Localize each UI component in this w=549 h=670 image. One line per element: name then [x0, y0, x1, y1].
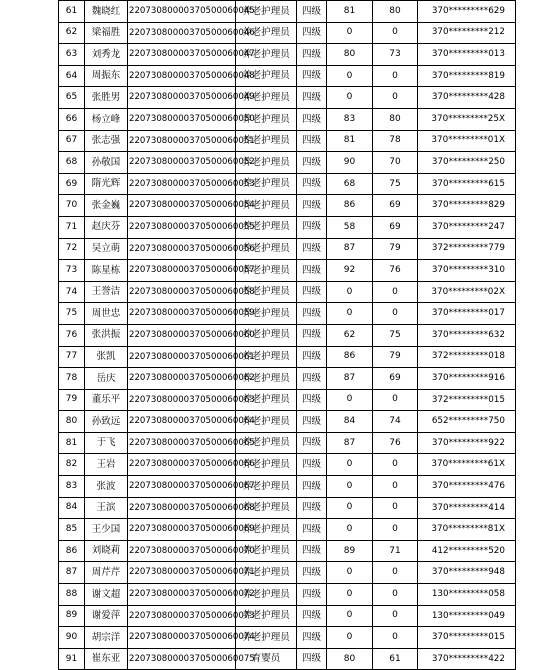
id-number-cell: 372*********018 [418, 346, 516, 368]
skill-score-cell: 79 [373, 346, 418, 368]
certificate-number-cell: 22073080000370500060063 [128, 389, 236, 411]
theory-score-cell: 86 [327, 346, 373, 368]
occupation-cell: 养老护理员 [236, 411, 297, 433]
table-row [59, 432, 516, 454]
name-cell: 王岩 [85, 454, 128, 476]
certificate-number-cell: 22073080000370500060067 [128, 476, 236, 498]
theory-score-cell: 58 [327, 216, 373, 238]
row-number-cell: 91 [59, 648, 85, 670]
certificate-number-cell: 22073080000370500060051 [128, 130, 236, 152]
id-number-cell: 412*********520 [418, 540, 516, 562]
table-row [59, 195, 516, 217]
table-row [59, 627, 516, 649]
id-number-cell: 372*********015 [418, 389, 516, 411]
table-row [59, 346, 516, 368]
row-number-cell: 75 [59, 303, 85, 325]
certificate-number-cell: 22073080000370500060046 [128, 22, 236, 44]
table-row [59, 368, 516, 390]
id-number-cell: 370*********01X [418, 130, 516, 152]
row-number-cell: 66 [59, 108, 85, 130]
skill-score-cell: 76 [373, 432, 418, 454]
id-number-cell: 370*********013 [418, 44, 516, 66]
table-row [59, 605, 516, 627]
level-cell: 四级 [297, 303, 327, 325]
theory-score-cell: 86 [327, 195, 373, 217]
level-cell: 四级 [297, 324, 327, 346]
id-number-cell: 370*********015 [418, 627, 516, 649]
skill-score-cell: 75 [373, 173, 418, 195]
certificate-number-cell: 22073080000370500060061 [128, 346, 236, 368]
occupation-cell: 养老护理员 [236, 346, 297, 368]
id-number-cell: 370*********25X [418, 108, 516, 130]
name-cell: 杨立峰 [85, 108, 128, 130]
occupation-cell: 养老护理员 [236, 627, 297, 649]
occupation-cell: 养老护理员 [236, 195, 297, 217]
id-number-cell: 370*********310 [418, 260, 516, 282]
table-row [59, 65, 516, 87]
occupation-cell: 养老护理员 [236, 605, 297, 627]
theory-score-cell: 81 [327, 1, 373, 23]
theory-score-cell: 0 [327, 65, 373, 87]
occupation-cell: 养老护理员 [236, 389, 297, 411]
certificate-number-cell: 22073080000370500060058 [128, 281, 236, 303]
theory-score-cell: 0 [327, 454, 373, 476]
table-row [59, 648, 516, 670]
row-number-cell: 63 [59, 44, 85, 66]
certificate-number-cell: 22073080000370500060064 [128, 411, 236, 433]
name-cell: 王滨 [85, 497, 128, 519]
table-row [59, 476, 516, 498]
level-cell: 四级 [297, 432, 327, 454]
level-cell: 四级 [297, 346, 327, 368]
skill-score-cell: 0 [373, 389, 418, 411]
certificate-number-cell: 22073080000370500060074 [128, 627, 236, 649]
occupation-cell: 养老护理员 [236, 238, 297, 260]
level-cell: 四级 [297, 108, 327, 130]
name-cell: 陈星栋 [85, 260, 128, 282]
row-number-cell: 68 [59, 152, 85, 174]
level-cell: 四级 [297, 281, 327, 303]
skill-score-cell: 79 [373, 238, 418, 260]
row-number-cell: 65 [59, 87, 85, 109]
level-cell: 四级 [297, 173, 327, 195]
level-cell: 四级 [297, 476, 327, 498]
skill-score-cell: 0 [373, 605, 418, 627]
id-number-cell: 370*********428 [418, 87, 516, 109]
results-table [58, 0, 516, 670]
table-row [59, 108, 516, 130]
skill-score-cell: 76 [373, 260, 418, 282]
level-cell: 四级 [297, 540, 327, 562]
theory-score-cell: 83 [327, 108, 373, 130]
id-number-cell: 370*********632 [418, 324, 516, 346]
occupation-cell: 养老护理员 [236, 519, 297, 541]
table-row [59, 216, 516, 238]
id-number-cell: 370*********422 [418, 648, 516, 670]
theory-score-cell: 0 [327, 584, 373, 606]
theory-score-cell: 0 [327, 562, 373, 584]
occupation-cell: 养老护理员 [236, 368, 297, 390]
skill-score-cell: 80 [373, 108, 418, 130]
level-cell: 四级 [297, 389, 327, 411]
certificate-number-cell: 22073080000370500060073 [128, 605, 236, 627]
level-cell: 四级 [297, 216, 327, 238]
name-cell: 张凯 [85, 346, 128, 368]
skill-score-cell: 0 [373, 454, 418, 476]
certificate-number-cell: 22073080000370500060048 [128, 65, 236, 87]
row-number-cell: 73 [59, 260, 85, 282]
theory-score-cell: 90 [327, 152, 373, 174]
id-number-cell: 370*********916 [418, 368, 516, 390]
level-cell: 四级 [297, 497, 327, 519]
row-number-cell: 80 [59, 411, 85, 433]
skill-score-cell: 69 [373, 368, 418, 390]
level-cell: 四级 [297, 44, 327, 66]
occupation-cell: 养老护理员 [236, 22, 297, 44]
table-row [59, 152, 516, 174]
occupation-cell: 养老护理员 [236, 476, 297, 498]
id-number-cell: 370*********948 [418, 562, 516, 584]
id-number-cell: 370*********476 [418, 476, 516, 498]
row-number-cell: 78 [59, 368, 85, 390]
skill-score-cell: 73 [373, 44, 418, 66]
skill-score-cell: 0 [373, 476, 418, 498]
name-cell: 王誉洁 [85, 281, 128, 303]
table-row [59, 44, 516, 66]
name-cell: 魏晓红 [85, 1, 128, 23]
table-row [59, 1, 516, 23]
occupation-cell: 养老护理员 [236, 562, 297, 584]
skill-score-cell: 78 [373, 130, 418, 152]
skill-score-cell: 0 [373, 303, 418, 325]
theory-score-cell: 0 [327, 281, 373, 303]
skill-score-cell: 0 [373, 497, 418, 519]
skill-score-cell: 0 [373, 519, 418, 541]
level-cell: 四级 [297, 584, 327, 606]
row-number-cell: 88 [59, 584, 85, 606]
id-number-cell: 370*********414 [418, 497, 516, 519]
id-number-cell: 652*********750 [418, 411, 516, 433]
name-cell: 张波 [85, 476, 128, 498]
certificate-number-cell: 22073080000370500060062 [128, 368, 236, 390]
row-number-cell: 84 [59, 497, 85, 519]
table-row [59, 324, 516, 346]
name-cell: 张志强 [85, 130, 128, 152]
level-cell: 四级 [297, 152, 327, 174]
id-number-cell: 370*********615 [418, 173, 516, 195]
name-cell: 刘秀龙 [85, 44, 128, 66]
theory-score-cell: 87 [327, 238, 373, 260]
certificate-number-cell: 22073080000370500060047 [128, 44, 236, 66]
id-number-cell: 372*********779 [418, 238, 516, 260]
skill-score-cell: 80 [373, 1, 418, 23]
occupation-cell: 养老护理员 [236, 44, 297, 66]
theory-score-cell: 68 [327, 173, 373, 195]
theory-score-cell: 87 [327, 432, 373, 454]
level-cell: 四级 [297, 65, 327, 87]
certificate-number-cell: 22073080000370500060052 [128, 152, 236, 174]
name-cell: 于飞 [85, 432, 128, 454]
occupation-cell: 养老护理员 [236, 87, 297, 109]
table-row [59, 22, 516, 44]
certificate-number-cell: 22073080000370500060069 [128, 519, 236, 541]
id-number-cell: 370*********629 [418, 1, 516, 23]
name-cell: 崔东亚 [85, 648, 128, 670]
skill-score-cell: 71 [373, 540, 418, 562]
row-number-cell: 67 [59, 130, 85, 152]
name-cell: 谢爱萍 [85, 605, 128, 627]
skill-score-cell: 0 [373, 562, 418, 584]
certificate-number-cell: 22073080000370500060049 [128, 87, 236, 109]
row-number-cell: 69 [59, 173, 85, 195]
skill-score-cell: 0 [373, 22, 418, 44]
certificate-number-cell: 22073080000370500060068 [128, 497, 236, 519]
row-number-cell: 62 [59, 22, 85, 44]
id-number-cell: 130*********049 [418, 605, 516, 627]
theory-score-cell: 0 [327, 605, 373, 627]
occupation-cell: 养老护理员 [236, 260, 297, 282]
table-row [59, 173, 516, 195]
certificate-number-cell: 22073080000370500060059 [128, 303, 236, 325]
row-number-cell: 82 [59, 454, 85, 476]
name-cell: 谢文超 [85, 584, 128, 606]
level-cell: 四级 [297, 195, 327, 217]
name-cell: 刘晓莉 [85, 540, 128, 562]
table-row [59, 130, 516, 152]
theory-score-cell: 89 [327, 540, 373, 562]
occupation-cell: 养老护理员 [236, 540, 297, 562]
id-number-cell: 370*********819 [418, 65, 516, 87]
name-cell: 梁福胜 [85, 22, 128, 44]
theory-score-cell: 80 [327, 648, 373, 670]
name-cell: 吴立萌 [85, 238, 128, 260]
table-row [59, 411, 516, 433]
level-cell: 四级 [297, 519, 327, 541]
skill-score-cell: 74 [373, 411, 418, 433]
table-row [59, 497, 516, 519]
row-number-cell: 72 [59, 238, 85, 260]
certificate-number-cell: 22073080000370500060071 [128, 562, 236, 584]
row-number-cell: 70 [59, 195, 85, 217]
table-row [59, 519, 516, 541]
table-row [59, 281, 516, 303]
level-cell: 四级 [297, 562, 327, 584]
level-cell: 四级 [297, 627, 327, 649]
certificate-number-cell: 22073080000370500060054 [128, 195, 236, 217]
theory-score-cell: 87 [327, 368, 373, 390]
certificate-number-cell: 22073080000370500060070 [128, 540, 236, 562]
level-cell: 四级 [297, 87, 327, 109]
theory-score-cell: 62 [327, 324, 373, 346]
certificate-number-cell: 22073080000370500060056 [128, 238, 236, 260]
occupation-cell: 育婴员 [236, 648, 297, 670]
table-row [59, 238, 516, 260]
skill-score-cell: 70 [373, 152, 418, 174]
occupation-cell: 养老护理员 [236, 584, 297, 606]
row-number-cell: 81 [59, 432, 85, 454]
skill-score-cell: 0 [373, 584, 418, 606]
row-number-cell: 83 [59, 476, 85, 498]
level-cell: 四级 [297, 454, 327, 476]
level-cell: 四级 [297, 130, 327, 152]
theory-score-cell: 0 [327, 627, 373, 649]
skill-score-cell: 0 [373, 281, 418, 303]
occupation-cell: 养老护理员 [236, 173, 297, 195]
row-number-cell: 85 [59, 519, 85, 541]
table-row [59, 454, 516, 476]
theory-score-cell: 0 [327, 87, 373, 109]
occupation-cell: 养老护理员 [236, 303, 297, 325]
exam-results-sheet [58, 0, 515, 670]
level-cell: 四级 [297, 605, 327, 627]
level-cell: 四级 [297, 368, 327, 390]
name-cell: 孙致远 [85, 411, 128, 433]
skill-score-cell: 61 [373, 648, 418, 670]
occupation-cell: 养老护理员 [236, 130, 297, 152]
row-number-cell: 61 [59, 1, 85, 23]
row-number-cell: 79 [59, 389, 85, 411]
occupation-cell: 养老护理员 [236, 108, 297, 130]
skill-score-cell: 69 [373, 195, 418, 217]
row-number-cell: 89 [59, 605, 85, 627]
certificate-number-cell: 22073080000370500060065 [128, 432, 236, 454]
skill-score-cell: 0 [373, 627, 418, 649]
certificate-number-cell: 22073080000370500060072 [128, 584, 236, 606]
table-row [59, 562, 516, 584]
id-number-cell: 370*********829 [418, 195, 516, 217]
occupation-cell: 养老护理员 [236, 1, 297, 23]
name-cell: 周世忠 [85, 303, 128, 325]
name-cell: 岳庆 [85, 368, 128, 390]
name-cell: 董乐平 [85, 389, 128, 411]
name-cell: 赵庆芬 [85, 216, 128, 238]
name-cell: 张洪振 [85, 324, 128, 346]
certificate-number-cell: 22073080000370500060045 [128, 1, 236, 23]
table-row [59, 389, 516, 411]
occupation-cell: 养老护理员 [236, 324, 297, 346]
theory-score-cell: 0 [327, 389, 373, 411]
table-row [59, 87, 516, 109]
name-cell: 张金巍 [85, 195, 128, 217]
skill-score-cell: 69 [373, 216, 418, 238]
level-cell: 四级 [297, 22, 327, 44]
id-number-cell: 370*********922 [418, 432, 516, 454]
results-table-body [59, 1, 516, 670]
table-row [59, 540, 516, 562]
level-cell: 四级 [297, 1, 327, 23]
level-cell: 四级 [297, 260, 327, 282]
row-number-cell: 64 [59, 65, 85, 87]
level-cell: 四级 [297, 238, 327, 260]
row-number-cell: 71 [59, 216, 85, 238]
name-cell: 孙敬国 [85, 152, 128, 174]
certificate-number-cell: 22073080000370500060050 [128, 108, 236, 130]
table-row [59, 584, 516, 606]
skill-score-cell: 75 [373, 324, 418, 346]
id-number-cell: 370*********017 [418, 303, 516, 325]
certificate-number-cell: 22073080000370500060057 [128, 260, 236, 282]
occupation-cell: 养老护理员 [236, 497, 297, 519]
theory-score-cell: 0 [327, 303, 373, 325]
certificate-number-cell: 22073080000370500060060 [128, 324, 236, 346]
row-number-cell: 74 [59, 281, 85, 303]
id-number-cell: 370*********247 [418, 216, 516, 238]
table-row [59, 303, 516, 325]
id-number-cell: 370*********212 [418, 22, 516, 44]
id-number-cell: 370*********250 [418, 152, 516, 174]
certificate-number-cell: 22073080000370500060053 [128, 173, 236, 195]
name-cell: 隋光辉 [85, 173, 128, 195]
row-number-cell: 87 [59, 562, 85, 584]
id-number-cell: 370*********61X [418, 454, 516, 476]
name-cell: 周芹芹 [85, 562, 128, 584]
occupation-cell: 养老护理员 [236, 281, 297, 303]
theory-score-cell: 0 [327, 519, 373, 541]
theory-score-cell: 84 [327, 411, 373, 433]
name-cell: 王少国 [85, 519, 128, 541]
level-cell: 四级 [297, 411, 327, 433]
occupation-cell: 养老护理员 [236, 454, 297, 476]
theory-score-cell: 81 [327, 130, 373, 152]
theory-score-cell: 0 [327, 497, 373, 519]
row-number-cell: 77 [59, 346, 85, 368]
row-number-cell: 90 [59, 627, 85, 649]
occupation-cell: 养老护理员 [236, 65, 297, 87]
id-number-cell: 130*********058 [418, 584, 516, 606]
occupation-cell: 养老护理员 [236, 152, 297, 174]
theory-score-cell: 80 [327, 44, 373, 66]
row-number-cell: 76 [59, 324, 85, 346]
theory-score-cell: 0 [327, 22, 373, 44]
id-number-cell: 370*********81X [418, 519, 516, 541]
certificate-number-cell: 22073080000370500060055 [128, 216, 236, 238]
skill-score-cell: 0 [373, 87, 418, 109]
theory-score-cell: 92 [327, 260, 373, 282]
name-cell: 胡宗洋 [85, 627, 128, 649]
name-cell: 张胜男 [85, 87, 128, 109]
certificate-number-cell: 22073080000370500060075 [128, 648, 236, 670]
table-row [59, 260, 516, 282]
level-cell: 四级 [297, 648, 327, 670]
id-number-cell: 370*********02X [418, 281, 516, 303]
occupation-cell: 养老护理员 [236, 216, 297, 238]
name-cell: 周振东 [85, 65, 128, 87]
row-number-cell: 86 [59, 540, 85, 562]
skill-score-cell: 0 [373, 65, 418, 87]
occupation-cell: 养老护理员 [236, 432, 297, 454]
certificate-number-cell: 22073080000370500060066 [128, 454, 236, 476]
theory-score-cell: 0 [327, 476, 373, 498]
